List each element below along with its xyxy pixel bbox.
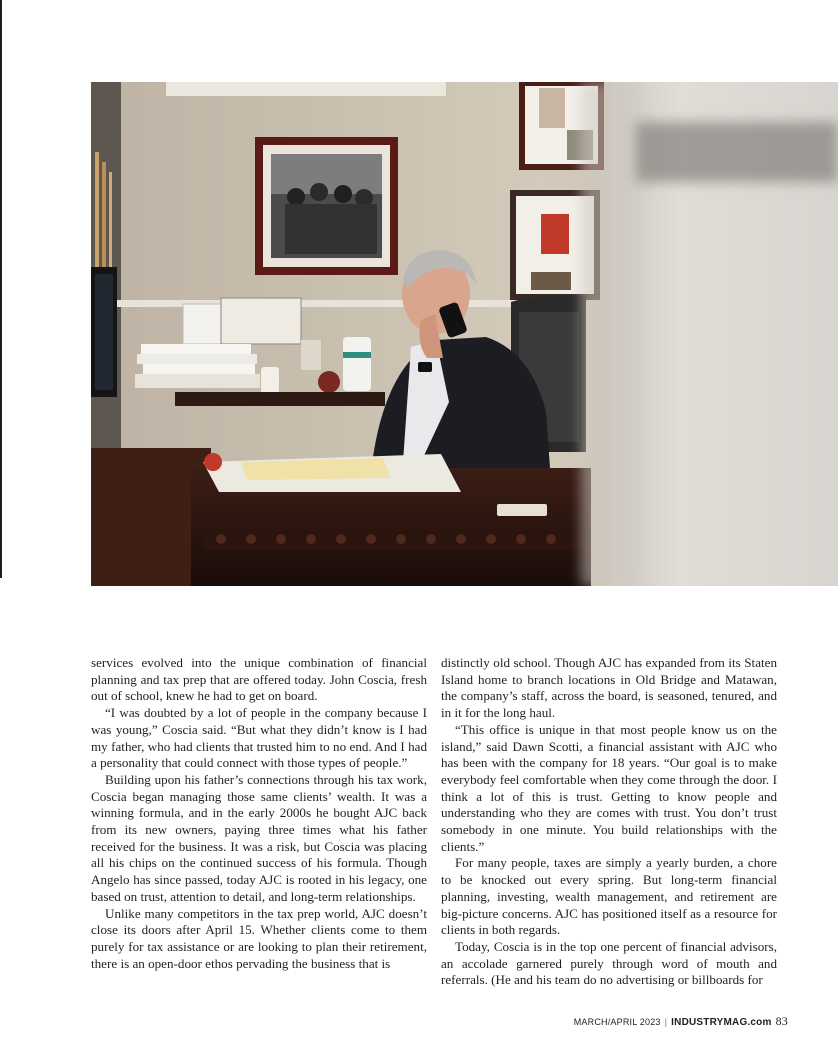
paragraph: “This office is unique in that most people know us on the island,” said Dawn Scotti, a financial assistant with AJC who has been with the company for 18 years. “Our goal is to make everybody feel comfortable when they come through the door. I think a lot of this is trust. Getting to know people and understanding who they are comes with trust. You don’t trust somebody in one minute. You build relationships with the clients.” — [441, 721, 777, 854]
office-photo — [91, 82, 838, 586]
page-edge-rule — [0, 0, 2, 578]
paragraph: services evolved into the unique combination of financial planning and tax prep that are offered today. John Coscia, fresh out of school, knew he had to get on board. — [91, 655, 427, 704]
footer-separator: | — [664, 1017, 668, 1027]
paragraph: distinctly old school. Though AJC has expanded from its Staten Island home to branch locations in Old Bridge and Matawan, the company’s staff, across the board, is seasoned, tenured, and in it for the long haul. — [441, 655, 777, 721]
monitor — [91, 267, 117, 397]
paragraph: Building upon his father’s connections through his tax work, Coscia began managing those same clients’ wealth. It was a winning formula, and in the early 2000s he bought AJC back from its new owners, paying three times what his father received for the business. It was a risk, but Coscia was placing all his chips on the continued success of his formula. Though Angelo has since passed, today AJC is rooted in his legacy, one based on trust, attention to detail, and long-term relationships. — [91, 771, 427, 904]
article-column-left — [91, 655, 427, 972]
paragraph: “I was doubted by a lot of people in the company because I was young,” Coscia said. “But what they didn’t know is I had my father, who had clients that trusted him to no end. And I had a personality that could connect with those types of people.” — [91, 705, 427, 771]
desk — [91, 448, 591, 586]
page-footer — [574, 1014, 788, 1029]
article-column-right — [441, 655, 777, 989]
paragraph: For many people, taxes are simply a yearly burden, a chore to be knocked out every spring. But long-term financial planning, investing, wealth management, and retirement are big-picture concerns. AJC has positioned itself as a resource for clients in both regards. — [441, 855, 777, 938]
paragraph: Unlike many competitors in the tax prep world, AJC doesn’t close its doors after April 15. Whether clients come to them purely for tax assistance or are looking to plan their retirement, there is an open-door ethos pervading the business that is — [91, 905, 427, 971]
issue-date: MARCH/APRIL 2023 — [573, 1017, 661, 1027]
site-name: INDUSTRYMAG.com — [671, 1017, 772, 1028]
framed-photo-group — [255, 137, 398, 275]
paragraph: Today, Coscia is in the top one percent of financial advisors, an accolade garnered purely through word of mouth and referrals. (He and his team do no advertising or billboards for — [441, 938, 777, 988]
page-number: 83 — [775, 1014, 788, 1028]
